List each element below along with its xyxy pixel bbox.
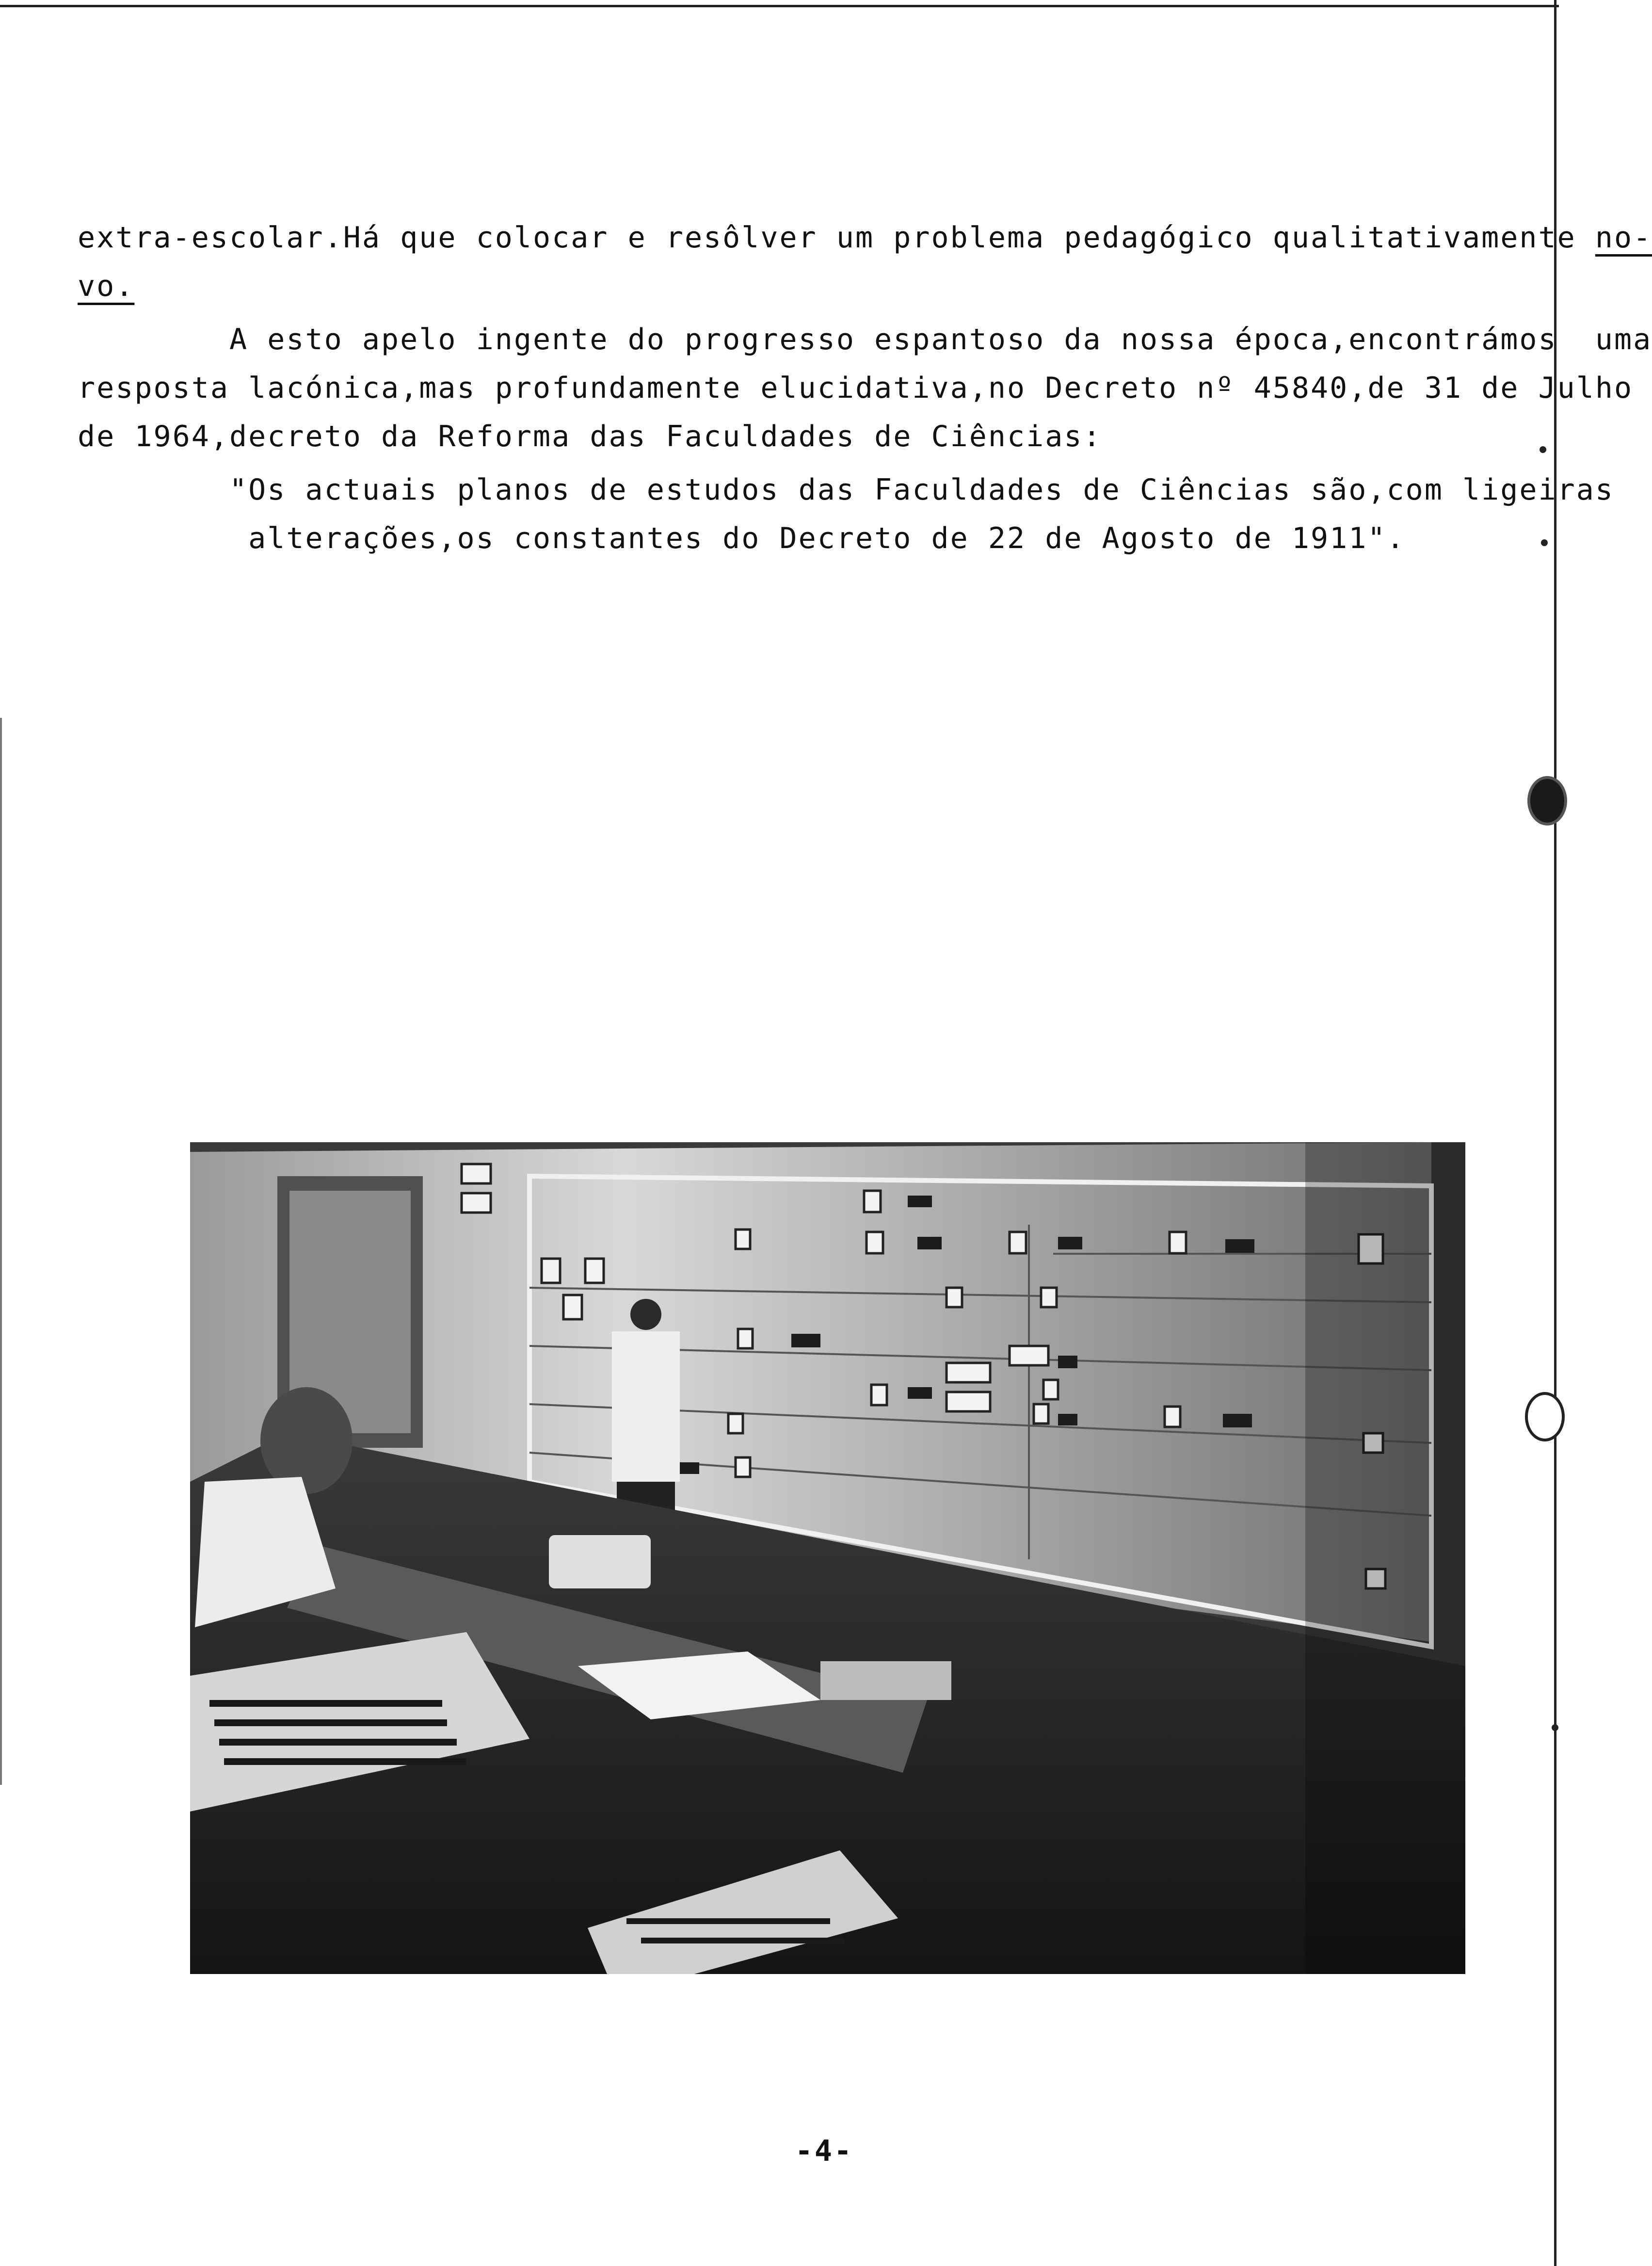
text-line: vo. [78, 269, 135, 303]
margin-dot [1541, 539, 1548, 546]
margin-dot [1540, 446, 1546, 453]
page-number: -4- [795, 2134, 854, 2168]
left-edge-shadow [0, 718, 2, 1785]
binder-hole-icon [1527, 776, 1567, 825]
quote-line: alterações,os constantes do Decreto de 22 de Agosto de 1911". [78, 521, 1406, 555]
quote-line: "Os actuais planos de estudos das Faculdades de Ciências são,com ligeiras [78, 473, 1614, 507]
text-line: de 1964,decreto da Reforma das Faculdades de Ciências: [78, 420, 1102, 453]
top-border-line [0, 5, 1559, 7]
margin-dot [1552, 1724, 1558, 1731]
text-line: A esto apelo ingente do progresso espantoso da nossa época,encontrámos uma [78, 323, 1652, 356]
binder-hole-icon [1525, 1392, 1565, 1441]
text-line: resposta lacónica,mas profundamente elucidativa,no Decreto nº 45840,de 31 de Julho [78, 371, 1634, 405]
text-line: extra-escolar.Há que colocar e resôlver um problema pedagógico qualitativamente no- [78, 221, 1652, 255]
control-room-photo [190, 1142, 1465, 1974]
